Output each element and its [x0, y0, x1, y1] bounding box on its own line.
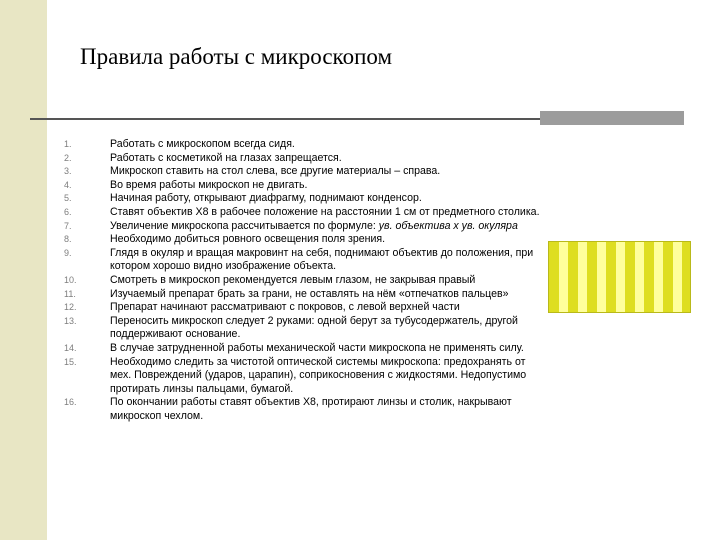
list-item [64, 233, 542, 247]
decoration-stripe [616, 242, 625, 312]
item-number: 13. [64, 315, 77, 326]
item-text: Ставят объектив Х8 в рабочее положение на расстоянии 1 см от предметного столика. [110, 205, 540, 218]
item-number: 1. [64, 139, 72, 149]
decoration-stripe [635, 242, 644, 312]
item-text [110, 220, 542, 234]
item-number: 4. [64, 179, 72, 190]
decoration-stripe [578, 242, 587, 312]
item-number: 16. [64, 397, 77, 408]
item-number: 2. [64, 152, 72, 163]
item-text: Необходимо добиться ровного освещения поля зрения. [110, 233, 386, 246]
item-number: 14. [64, 342, 77, 353]
slide-title: Правила работы с микроскопом [80, 44, 392, 69]
rules-list [64, 138, 542, 423]
item-number: 10. [64, 274, 77, 285]
striped-decoration [548, 241, 691, 313]
item-text: Работать с микроскопом всегда сидя. [110, 138, 295, 150]
item-text: По окончании работы ставят объектив Х8, протирают линзы и столик, накрывают микроскоп чехлом. [110, 396, 512, 422]
item-text: В случае затрудненной работы механической части микроскопа не применять силу. [110, 341, 524, 354]
item-text: Переносить микроскоп следует 2 руками: одной берут за тубусодержатель, другой поддерживают основание. [110, 314, 518, 341]
list-item [64, 179, 542, 193]
item-text: Работать с косметикой на глазах запрещается. [110, 151, 342, 164]
list-item [64, 356, 542, 397]
item-text: Микроскоп ставить на стол слева, все другие материалы – справа. [110, 165, 441, 178]
list-item [64, 220, 542, 234]
divider-accent-block [540, 111, 684, 125]
list-item [64, 288, 542, 302]
left-decorative-band [0, 0, 47, 540]
list-item [64, 247, 542, 274]
list-item [64, 301, 542, 315]
item-number: 9. [64, 247, 72, 258]
list-item [64, 152, 542, 166]
list-item [64, 165, 542, 179]
formula-intro: Увеличение микроскопа рассчитывается по формуле: [110, 219, 379, 232]
item-text: Во время работы микроскоп не двигать. [110, 178, 308, 191]
list-item [64, 342, 542, 356]
list-item [64, 138, 542, 152]
item-number: 12. [64, 302, 77, 313]
list-item [64, 192, 542, 206]
list-item [64, 206, 542, 220]
decoration-stripe [654, 242, 663, 312]
list-item [64, 396, 542, 423]
item-number: 8. [64, 234, 72, 245]
item-text: Глядя в окуляр и вращая макровинт на себя, поднимают объектив до положения, при котором хорошо видно изображение объекта. [110, 246, 534, 273]
item-text: Препарат начинают рассматривают с покровов, с левой верхней части [110, 301, 460, 314]
item-number: 7. [64, 220, 72, 231]
decoration-stripe [559, 242, 568, 312]
formula-text: ув. объектива х ув. окуляра [378, 219, 518, 232]
item-number: 15. [64, 356, 77, 367]
item-number: 6. [64, 206, 72, 217]
list-item [64, 315, 542, 342]
decoration-stripe [597, 242, 606, 312]
item-number: 3. [64, 166, 72, 177]
item-number: 5. [64, 193, 72, 204]
item-text: Начиная работу, открывают диафрагму, поднимают конденсор. [110, 192, 422, 205]
decoration-stripe [673, 242, 682, 312]
list-item [64, 274, 542, 288]
item-text: Изучаемый препарат брать за грани, не оставлять на нём «отпечатков пальцев» [110, 287, 509, 300]
item-text: Смотреть в микроскоп рекомендуется левым глазом, не закрывая правый [110, 273, 476, 286]
item-text: Необходимо следить за чистотой оптической системы микроскопа: предохранять от мех. Повреждений (ударов, царапин), соприкосновения с жидкостями. Недопустимо протирать линзы пальцами, бумагой. [110, 355, 527, 395]
item-number: 11. [64, 288, 76, 299]
